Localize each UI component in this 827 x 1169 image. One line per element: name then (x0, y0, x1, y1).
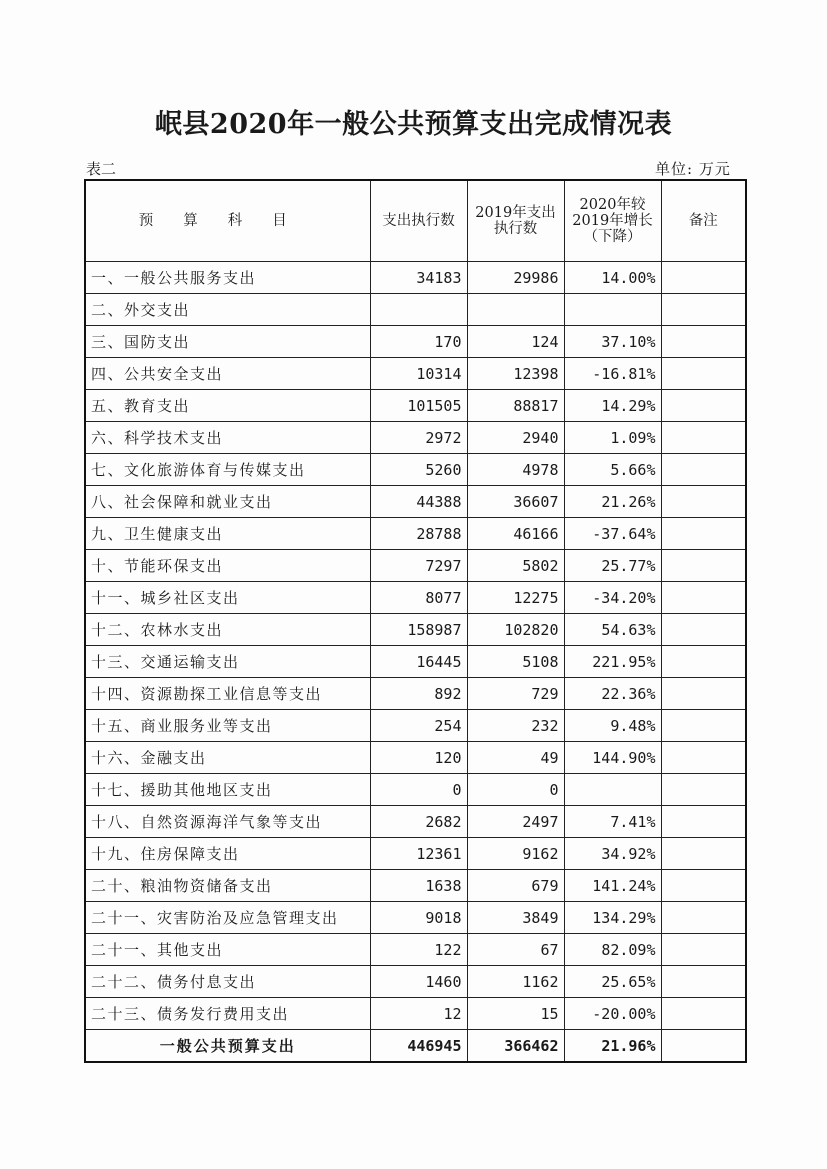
table-row (85, 934, 746, 966)
cell-growth: 141.24% (564, 870, 661, 902)
cell-exec-2020: 7297 (370, 550, 467, 582)
cell-exec-2019: 5802 (467, 550, 564, 582)
table-row (85, 838, 746, 870)
cell-growth: 14.00% (564, 262, 661, 294)
cell-note (661, 1030, 746, 1063)
cell-subject: 二、外交支出 (85, 294, 370, 326)
table-row (85, 262, 746, 294)
cell-subject: 八、社会保障和就业支出 (85, 486, 370, 518)
cell-subject: 六、科学技术支出 (85, 422, 370, 454)
cell-note (661, 262, 746, 294)
table-row (85, 518, 746, 550)
cell-note (661, 422, 746, 454)
cell-exec-2019: 12275 (467, 582, 564, 614)
cell-growth: 37.10% (564, 326, 661, 358)
cell-subject: 十六、金融支出 (85, 742, 370, 774)
cell-growth: 25.77% (564, 550, 661, 582)
cell-subject: 十一、城乡社区支出 (85, 582, 370, 614)
cell-subject: 五、教育支出 (85, 390, 370, 422)
cell-exec-2019: 232 (467, 710, 564, 742)
table-header-row (85, 180, 746, 262)
header-growth: 2020年较2019年增长（下降） (564, 180, 661, 262)
cell-growth (564, 774, 661, 806)
table-row (85, 646, 746, 678)
table-row (85, 902, 746, 934)
cell-subject: 十八、自然资源海洋气象等支出 (85, 806, 370, 838)
total-row (85, 1030, 746, 1063)
table-row (85, 998, 746, 1030)
header-exec-2019: 2019年支出执行数 (467, 180, 564, 262)
cell-subject: 二十一、其他支出 (85, 934, 370, 966)
cell-exec-2020: 2682 (370, 806, 467, 838)
table-row (85, 454, 746, 486)
table-row (85, 678, 746, 710)
cell-exec-2019: 1162 (467, 966, 564, 998)
cell-growth (564, 294, 661, 326)
cell-exec-2020: 2972 (370, 422, 467, 454)
table-row (85, 422, 746, 454)
table-row (85, 774, 746, 806)
table-row (85, 390, 746, 422)
cell-note (661, 518, 746, 550)
table-row (85, 582, 746, 614)
cell-exec-2019: 5108 (467, 646, 564, 678)
cell-subject: 十二、农林水支出 (85, 614, 370, 646)
cell-note (661, 870, 746, 902)
table-row (85, 710, 746, 742)
table-row (85, 550, 746, 582)
table-row (85, 326, 746, 358)
table-row (85, 806, 746, 838)
cell-growth: -34.20% (564, 582, 661, 614)
cell-exec-2020: 28788 (370, 518, 467, 550)
cell-note (661, 582, 746, 614)
cell-note (661, 742, 746, 774)
header-note: 备注 (661, 180, 746, 262)
cell-exec-2019: 679 (467, 870, 564, 902)
cell-subject: 二十二、债务付息支出 (85, 966, 370, 998)
cell-subject: 三、国防支出 (85, 326, 370, 358)
cell-exec-2019: 67 (467, 934, 564, 966)
cell-subject: 二十一、灾害防治及应急管理支出 (85, 902, 370, 934)
table-row (85, 966, 746, 998)
cell-exec-2020: 254 (370, 710, 467, 742)
budget-table (84, 179, 747, 1063)
cell-exec-2020: 1460 (370, 966, 467, 998)
cell-note (661, 838, 746, 870)
table-row (85, 614, 746, 646)
cell-growth: 34.92% (564, 838, 661, 870)
cell-exec-2019: 12398 (467, 358, 564, 390)
cell-exec-2019: 124 (467, 326, 564, 358)
cell-exec-2020: 101505 (370, 390, 467, 422)
cell-subject: 七、文化旅游体育与传媒支出 (85, 454, 370, 486)
table-label: 表二 (86, 160, 117, 178)
cell-exec-2020: 1638 (370, 870, 467, 902)
cell-exec-2019: 4978 (467, 454, 564, 486)
cell-growth: 134.29% (564, 902, 661, 934)
cell-growth: 7.41% (564, 806, 661, 838)
header-subject: 预算科目 (85, 180, 370, 262)
cell-subject: 十四、资源勘探工业信息等支出 (85, 678, 370, 710)
cell-note (661, 614, 746, 646)
cell-exec-2019: 49 (467, 742, 564, 774)
cell-note (661, 326, 746, 358)
cell-exec-2019: 3849 (467, 902, 564, 934)
cell-exec-2020: 10314 (370, 358, 467, 390)
cell-exec-2019: 2497 (467, 806, 564, 838)
cell-subject: 十七、援助其他地区支出 (85, 774, 370, 806)
cell-note (661, 358, 746, 390)
cell-growth: 14.29% (564, 390, 661, 422)
cell-exec-2020: 158987 (370, 614, 467, 646)
cell-exec-2020: 44388 (370, 486, 467, 518)
cell-exec-2020: 120 (370, 742, 467, 774)
cell-exec-2019 (467, 294, 564, 326)
cell-growth: 54.63% (564, 614, 661, 646)
cell-exec-2020: 16445 (370, 646, 467, 678)
cell-growth: 5.66% (564, 454, 661, 486)
cell-exec-2019: 2940 (467, 422, 564, 454)
cell-subject: 二十三、债务发行费用支出 (85, 998, 370, 1030)
cell-subject: 九、卫生健康支出 (85, 518, 370, 550)
cell-note (661, 710, 746, 742)
cell-note (661, 486, 746, 518)
cell-subject: 一、一般公共服务支出 (85, 262, 370, 294)
cell-exec-2020: 892 (370, 678, 467, 710)
page-title: 岷县2020年一般公共预算支出完成情况表 (154, 109, 673, 140)
cell-subject: 十三、交通运输支出 (85, 646, 370, 678)
cell-note (661, 774, 746, 806)
cell-growth: 25.65% (564, 966, 661, 998)
table-row (85, 358, 746, 390)
cell-exec-2019: 0 (467, 774, 564, 806)
cell-exec-2020: 8077 (370, 582, 467, 614)
header-exec-2020: 支出执行数 (370, 180, 467, 262)
cell-subject: 四、公共安全支出 (85, 358, 370, 390)
cell-note (661, 806, 746, 838)
cell-exec-2020: 9018 (370, 902, 467, 934)
cell-exec-2019: 729 (467, 678, 564, 710)
table-row (85, 742, 746, 774)
cell-growth: 1.09% (564, 422, 661, 454)
cell-growth: 9.48% (564, 710, 661, 742)
cell-exec-2020: 12 (370, 998, 467, 1030)
cell-note (661, 998, 746, 1030)
cell-exec-2019: 36607 (467, 486, 564, 518)
cell-exec-2020: 0 (370, 774, 467, 806)
cell-exec-2020: 5260 (370, 454, 467, 486)
cell-growth: 21.26% (564, 486, 661, 518)
cell-exec-2019: 46166 (467, 518, 564, 550)
cell-exec-2020: 34183 (370, 262, 467, 294)
cell-note (661, 678, 746, 710)
cell-exec-2019: 102820 (467, 614, 564, 646)
cell-subject: 一般公共预算支出 (85, 1030, 370, 1063)
cell-note (661, 294, 746, 326)
cell-exec-2019: 9162 (467, 838, 564, 870)
cell-note (661, 550, 746, 582)
cell-growth: -37.64% (564, 518, 661, 550)
cell-growth: -16.81% (564, 358, 661, 390)
table-row (85, 294, 746, 326)
cell-subject: 二十、粮油物资储备支出 (85, 870, 370, 902)
cell-growth: 221.95% (564, 646, 661, 678)
cell-growth: 144.90% (564, 742, 661, 774)
cell-subject: 十九、住房保障支出 (85, 838, 370, 870)
cell-exec-2020: 170 (370, 326, 467, 358)
cell-growth: -20.00% (564, 998, 661, 1030)
cell-subject: 十五、商业服务业等支出 (85, 710, 370, 742)
table-row (85, 486, 746, 518)
table-row (85, 870, 746, 902)
cell-exec-2020 (370, 294, 467, 326)
cell-exec-2019: 29986 (467, 262, 564, 294)
cell-exec-2020: 122 (370, 934, 467, 966)
cell-note (661, 454, 746, 486)
unit-label: 单位: 万元 (655, 160, 731, 178)
cell-note (661, 390, 746, 422)
cell-subject: 十、节能环保支出 (85, 550, 370, 582)
cell-growth: 21.96% (564, 1030, 661, 1063)
cell-exec-2020: 446945 (370, 1030, 467, 1063)
cell-note (661, 646, 746, 678)
cell-growth: 22.36% (564, 678, 661, 710)
cell-exec-2019: 15 (467, 998, 564, 1030)
cell-note (661, 902, 746, 934)
cell-exec-2020: 12361 (370, 838, 467, 870)
cell-exec-2019: 88817 (467, 390, 564, 422)
cell-note (661, 934, 746, 966)
cell-growth: 82.09% (564, 934, 661, 966)
cell-note (661, 966, 746, 998)
cell-exec-2019: 366462 (467, 1030, 564, 1063)
